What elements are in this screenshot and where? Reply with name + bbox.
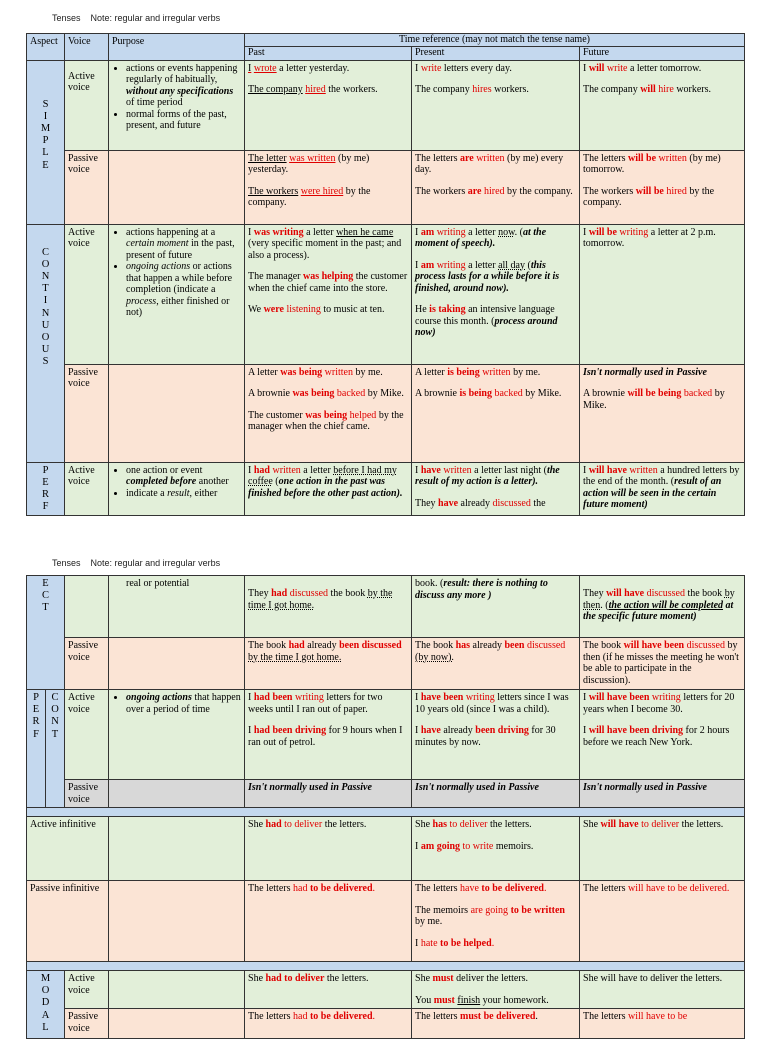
simple-active-past: I wrote a letter yesterday. The company hired the workers.: [245, 60, 412, 150]
perfect-active-future: They will have discussed the book by then. (the action will be completed at the specific future moment): [580, 576, 745, 638]
tenses-table-page-2: [26, 575, 745, 1039]
aspect-perfect: P E R F: [27, 462, 65, 516]
header-note: Note: regular and irregular verbs: [90, 558, 221, 568]
voice-passive: Passive voice: [65, 150, 109, 224]
purpose-active-infinitive: [109, 817, 245, 881]
infinitive-passive-present: The letters have to be delivered. The memoirs are going to be written by me. I hate to be helped.: [412, 881, 580, 962]
voice-passive: Passive voice: [65, 780, 109, 808]
modal-passive-present: The letters must be delivered.: [412, 1009, 580, 1039]
purpose-header: Purpose: [109, 34, 245, 61]
voice-passive: Passive voice: [65, 1009, 109, 1039]
simple-active-present: I write letters every day. The company hires workers.: [412, 60, 580, 150]
future-header: Future: [580, 46, 745, 60]
header-title: Tenses: [52, 558, 81, 568]
perfect-continuous-passive-future: Isn't normally used in Passive: [580, 780, 745, 808]
passive-infinitive-label: Passive infinitive: [27, 881, 109, 962]
perfect-continuous-passive-present: Isn't normally used in Passive: [412, 780, 580, 808]
purpose-modal: [109, 971, 245, 1009]
simple-passive-past: The letter was written (by me) yesterday. The workers were hired by the company.: [245, 150, 412, 224]
continuous-passive-past: A letter was being written by me. A brownie was being backed by Mike. The customer was being helped by the manager when the chief came.: [245, 364, 412, 462]
perfect-active-present: book. (result: there is nothing to discuss any more ): [412, 576, 580, 638]
purpose-passive-infinitive: [109, 881, 245, 962]
voice-active: Active voice: [65, 971, 109, 1009]
voice-active-cont: [65, 576, 109, 638]
infinitive-active-present: She has to deliver the letters. I am going to write memoirs.: [412, 817, 580, 881]
purpose-simple-passive: [109, 150, 245, 224]
purpose-continuous-passive: [109, 364, 245, 462]
section-divider: [27, 808, 745, 817]
active-infinitive-label: Active infinitive: [27, 817, 109, 881]
header-note: Note: regular and irregular verbs: [90, 13, 221, 23]
perfect-continuous-active-present: I have been writing letters since I was 10 years old (since I was a child). I have already been driving for 30 minutes by now.: [412, 690, 580, 780]
continuous-passive-present: A letter is being written by me. A brownie is being backed by Mike.: [412, 364, 580, 462]
modal-passive-past: The letters had to be delivered.: [245, 1009, 412, 1039]
voice-active: Active voice: [65, 60, 109, 150]
purpose-perfect: • one action or event completed before another • indicate a result, either: [109, 462, 245, 516]
perfect-passive-past: The book had already been discussed by the time I got home.: [245, 638, 412, 690]
perfect-continuous-active-past: I had been writing letters for two weeks until I ran out of paper. I had been driving for 9 hours when I ran out of petrol.: [245, 690, 412, 780]
aspect-header: Aspect: [27, 34, 65, 61]
infinitive-active-future: She will have to deliver the letters.: [580, 817, 745, 881]
time-reference-header: Time reference (may not match the tense name): [245, 34, 745, 47]
voice-active: Active voice: [65, 462, 109, 516]
voice-active: Active voice: [65, 224, 109, 364]
purpose-perfect-cont: real or potential: [109, 576, 245, 638]
modal-active-future: She will have to deliver the letters.: [580, 971, 745, 1009]
aspect-modal: M O D A L: [27, 971, 65, 1039]
continuous-active-past: I was writing a letter when he came (very specific moment in the past; and also a process). The manager was helping the customer when the chief came into the store. We were listening to music at ten.: [245, 224, 412, 364]
perfect-passive-future: The book will have been discussed by then (if he misses the meeting he won't be able to participate in the discussion).: [580, 638, 745, 690]
infinitive-passive-future: The letters will have to be delivered.: [580, 881, 745, 962]
purpose-perfect-continuous: • ongoing actions that happen over a period of time: [109, 690, 245, 780]
infinitive-active-past: She had to deliver the letters.: [245, 817, 412, 881]
voice-passive: Passive voice: [65, 638, 109, 690]
past-header: Past: [245, 46, 412, 60]
simple-active-future: I will write a letter tomorrow. The company will hire workers.: [580, 60, 745, 150]
continuous-active-future: I will be writing a letter at 2 p.m. tomorrow.: [580, 224, 745, 364]
modal-active-past: She had to deliver the letters.: [245, 971, 412, 1009]
continuous-active-present: I am writing a letter now. (at the moment of speech). I am writing a letter all day (this process lasts for a while before it is finished, around now). He is taking an intensive language course this month. (process around now): [412, 224, 580, 364]
perfect-active-future-top: I will have written a hundred letters by the end of the month. (result of an action will be seen in the certain future moment): [580, 462, 745, 516]
modal-passive-future: The letters will have to be: [580, 1009, 745, 1039]
aspect-continuous: C O N T I N U O U S: [27, 224, 65, 462]
simple-passive-present: The letters are written (by me) every day. The workers are hired by the company.: [412, 150, 580, 224]
perfect-active-present-top: I have written a letter last night (the result of my action is a letter). They have already discussed the: [412, 462, 580, 516]
voice-header: Voice: [65, 34, 109, 61]
simple-passive-future: The letters will be written (by me) tomorrow. The workers will be hired by the company.: [580, 150, 745, 224]
voice-passive: Passive voice: [65, 364, 109, 462]
voice-active: Active voice: [65, 690, 109, 780]
perfect-continuous-passive-past: Isn't normally used in Passive: [245, 780, 412, 808]
modal-active-present: She must deliver the letters. You must finish your homework.: [412, 971, 580, 1009]
aspect-simple: S I M P L E: [27, 60, 65, 224]
tenses-table-page-1: [26, 33, 745, 516]
header-title: Tenses: [52, 13, 81, 23]
page-header-2: [52, 558, 220, 568]
purpose-simple: • actions or events happening regularly of habitually, without any specifications of time period • normal forms of the past, present, and future: [109, 60, 245, 150]
perfect-continuous-active-future: I will have been writing letters for 20 years when I become 30. I will have been driving for 2 hours before we reach New York.: [580, 690, 745, 780]
page-header-1: [52, 13, 220, 23]
purpose-perfect-continuous-passive: [109, 780, 245, 808]
perfect-active-past: They had discussed the book by the time I got home.: [245, 576, 412, 638]
purpose-perfect-passive: [109, 638, 245, 690]
aspect-perfect-continuous-b: C O N T: [46, 690, 65, 808]
infinitive-passive-past: The letters had to be delivered.: [245, 881, 412, 962]
present-header: Present: [412, 46, 580, 60]
perfect-passive-present: The book has already been discussed (by now).: [412, 638, 580, 690]
aspect-perfect-continuous-a: P E R F: [27, 690, 46, 808]
purpose-continuous: • actions happening at a certain moment in the past, present of future • ongoing actions or actions that happen a while before completion (indicate a process, either finished or not): [109, 224, 245, 364]
continuous-passive-future: Isn't normally used in Passive A brownie will be being backed by Mike.: [580, 364, 745, 462]
aspect-perfect-cont: E C T: [27, 576, 65, 690]
section-divider: [27, 962, 745, 971]
perfect-active-past-top: I had written a letter before I had my coffee (one action in the past was finished before the other past action).: [245, 462, 412, 516]
